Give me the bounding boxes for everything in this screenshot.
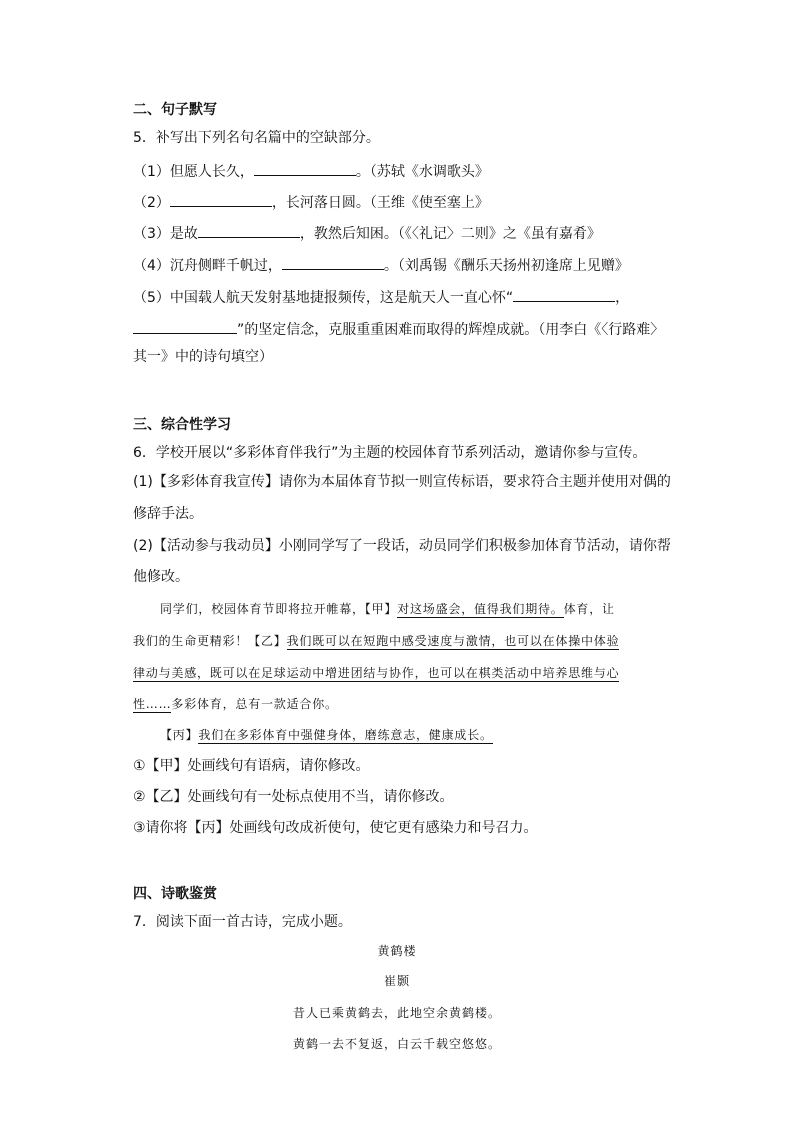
underlined-sentence-yi: 性…… [133,697,172,711]
q5-item-4 [133,254,629,276]
q5-item-4-prefix: （4）沉舟侧畔千帆过， [133,258,282,274]
passage-line-4 [133,694,338,714]
section-heading-comprehensive-study: 三、综合性学习 [133,417,231,433]
passage-line-2 [133,631,619,651]
answer-blank[interactable] [513,286,615,302]
answer-blank[interactable] [282,254,384,270]
q6-sub-2-line-2: 他修改。 [133,569,189,585]
answer-blank[interactable] [254,160,356,176]
q5-item-1-suffix: 。（苏轼《水调歌头》 [355,164,489,180]
passage-line-3 [133,663,619,683]
q6-task-1: ①【甲】处画线句有语病，请你修改。 [133,758,370,774]
q5-item-2 [133,191,489,213]
passage-text: 多彩体育，总有一款适合你。 [171,697,338,711]
underlined-sentence-bing: 我们在多彩体育中强健身体，磨练意志，健康成长。 [198,728,493,742]
poem-author: 崔颢 [383,974,410,988]
q5-item-3-prefix: （3）是故 [133,226,198,242]
passage-text: 同学们，校园体育节即将拉开帷幕，【甲】 [160,602,398,616]
q6-task-2: ②【乙】处画线句有一处标点使用不当，请你修改。 [133,789,454,805]
answer-blank[interactable] [170,191,272,207]
question-7-stem: 7．阅读下面一首古诗，完成小题。 [133,914,352,930]
q5-item-4-suffix: 。（刘禹锡《酬乐天扬州初逢席上见赠》 [383,258,629,274]
answer-blank[interactable] [133,318,237,334]
underlined-sentence-jia: 对这场盛会，值得我们期待。 [397,602,564,616]
q6-sub-1-line-2: 修辞手法。 [133,506,203,522]
section-heading-poetry-appreciation: 四、诗歌鉴赏 [133,886,217,902]
q5-item-5-line-3: 其一》中的诗句填空） [133,349,273,365]
poem-line-1: 昔人已乘黄鹤去，此地空余黄鹤楼。 [292,1006,501,1020]
q5-item-5-comma: ， [615,290,630,306]
passage-text: 体育，让 [563,602,615,616]
q5-item-1-prefix: （1）但愿人长久， [133,164,254,180]
underlined-sentence-yi: 律动与美感，既可以在足球运动中增进团结与协作，也可以在棋类活动中培养思维与心 [133,666,620,680]
poem-title: 黄鹤楼 [377,944,417,958]
passage-text: 【丙】 [160,728,199,742]
question-5-stem: 5．补写出下列名句名篇中的空缺部分。 [133,130,380,146]
q5-item-5-line-2 [133,318,664,340]
q5-item-2-suffix: ，长河落日圆。（王维《使至塞上》 [271,195,489,211]
q5-item-3 [133,222,601,244]
answer-blank[interactable] [198,222,300,238]
q5-item-2-prefix: （2） [133,195,170,211]
poem-line-2: 黄鹤一去不复返，白云千载空悠悠。 [292,1037,501,1051]
q5-item-1 [133,160,489,182]
q5-item-5-suffix: ”的坚定信念，克服重重困难而取得的辉煌成就。（用李白《〈行路难〉 [237,322,665,338]
passage-line-5 [160,725,493,745]
passage-text: 我们的生命更精彩！【乙】 [133,634,287,648]
q5-item-5-line-1 [133,286,629,308]
underlined-sentence-yi: 我们既可以在短跑中感受速度与激情，也可以在体操中体验 [286,634,620,648]
q5-item-3-suffix: ，教然后知困。（《〈礼记〉二则》之《虽有嘉肴》 [299,226,601,242]
q6-sub-2-line-1: (2)【活动参与我动员】小刚同学写了一段话，动员同学们积极参加体育节活动，请你帮 [133,538,671,554]
section-heading-sentence-dictation: 二、句子默写 [133,102,217,118]
q6-sub-1-line-1: (1)【多彩体育我宣传】请你为本届体育节拟一则宣传标语，要求符合主题并使用对偶的 [133,474,671,490]
passage-line-1 [160,599,615,619]
q5-item-5-prefix: （5）中国载人航天发射基地捷报频传，这是航天人一直心怀“ [133,290,514,306]
question-6-stem: 6．学校开展以“多彩体育伴我行”为主题的校园体育节系列活动，邀请你参与宣传。 [133,445,647,461]
q6-task-3: ③请你将【丙】处画线句改成祈使句，使它更有感染力和号召力。 [133,820,538,836]
